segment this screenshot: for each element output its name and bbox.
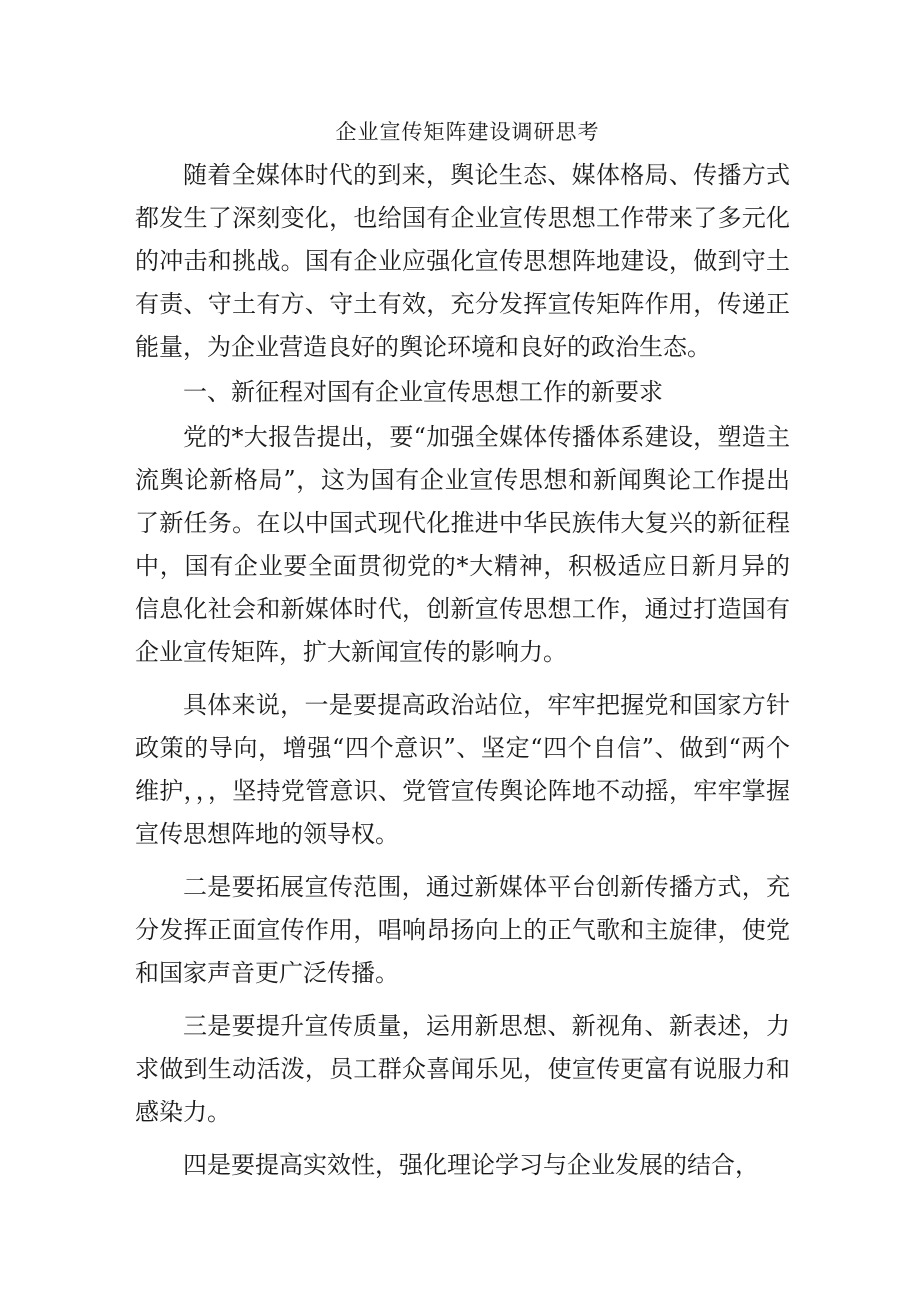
section-heading-1: 一、新征程对国有企业宣传思想工作的新要求: [183, 378, 663, 406]
document-title: 企业宣传矩阵建设调研思考: [335, 120, 600, 144]
document-body: [135, 112, 790, 1187]
paragraph-specifics: 具体来说，一是要提高政治站位，牢牢把握党和国家方针政策的导向，增强“四个意识”、坚定“四个自信”、做到“两个维护，，，坚持党管意识、党管宣传舆论阵地不动摇，牢牢掌握宣传思想阵地的领导权。: [135, 691, 790, 848]
paragraph-report: 党的*大报告提出，要“加强全媒体传播体系建设，塑造主流舆论新格局”，这为国有企业宣传思想和新闻舆论工作提出了新任务。在以中国式现代化推进中华民族伟大复兴的新征程中，国有企业要全面贯彻党的*大精神，积极适应日新月异的信息化社会和新媒体时代，创新宣传思想工作，通过打造国有企业宣传矩阵，扩大新闻宣传的影响力。: [135, 423, 790, 666]
paragraph-point-three: 三是要提升宣传质量，运用新思想、新视角、新表述，力求做到生动活泼，员工群众喜闻乐见，使宣传更富有说服力和感染力。: [135, 1012, 790, 1126]
paragraph-point-two: 二是要拓展宣传范围，通过新媒体平台创新传播方式，充分发挥正面宣传作用，唱响昂扬向上的正气歌和主旋律，使党和国家声音更广泛传播。: [135, 873, 790, 987]
paragraph-point-four: 四是要提高实效性，强化理论学习与企业发展的结合，: [183, 1151, 759, 1179]
paragraph-intro: 随着全媒体时代的到来，舆论生态、媒体格局、传播方式都发生了深刻变化，也给国有企业宣传思想工作带来了多元化的冲击和挑战。国有企业应强化宣传思想阵地建设，做到守土有责、守土有方、守土有效，充分发挥宣传矩阵作用，传递正能量，为企业营造良好的舆论环境和良好的政治生态。: [135, 161, 790, 361]
